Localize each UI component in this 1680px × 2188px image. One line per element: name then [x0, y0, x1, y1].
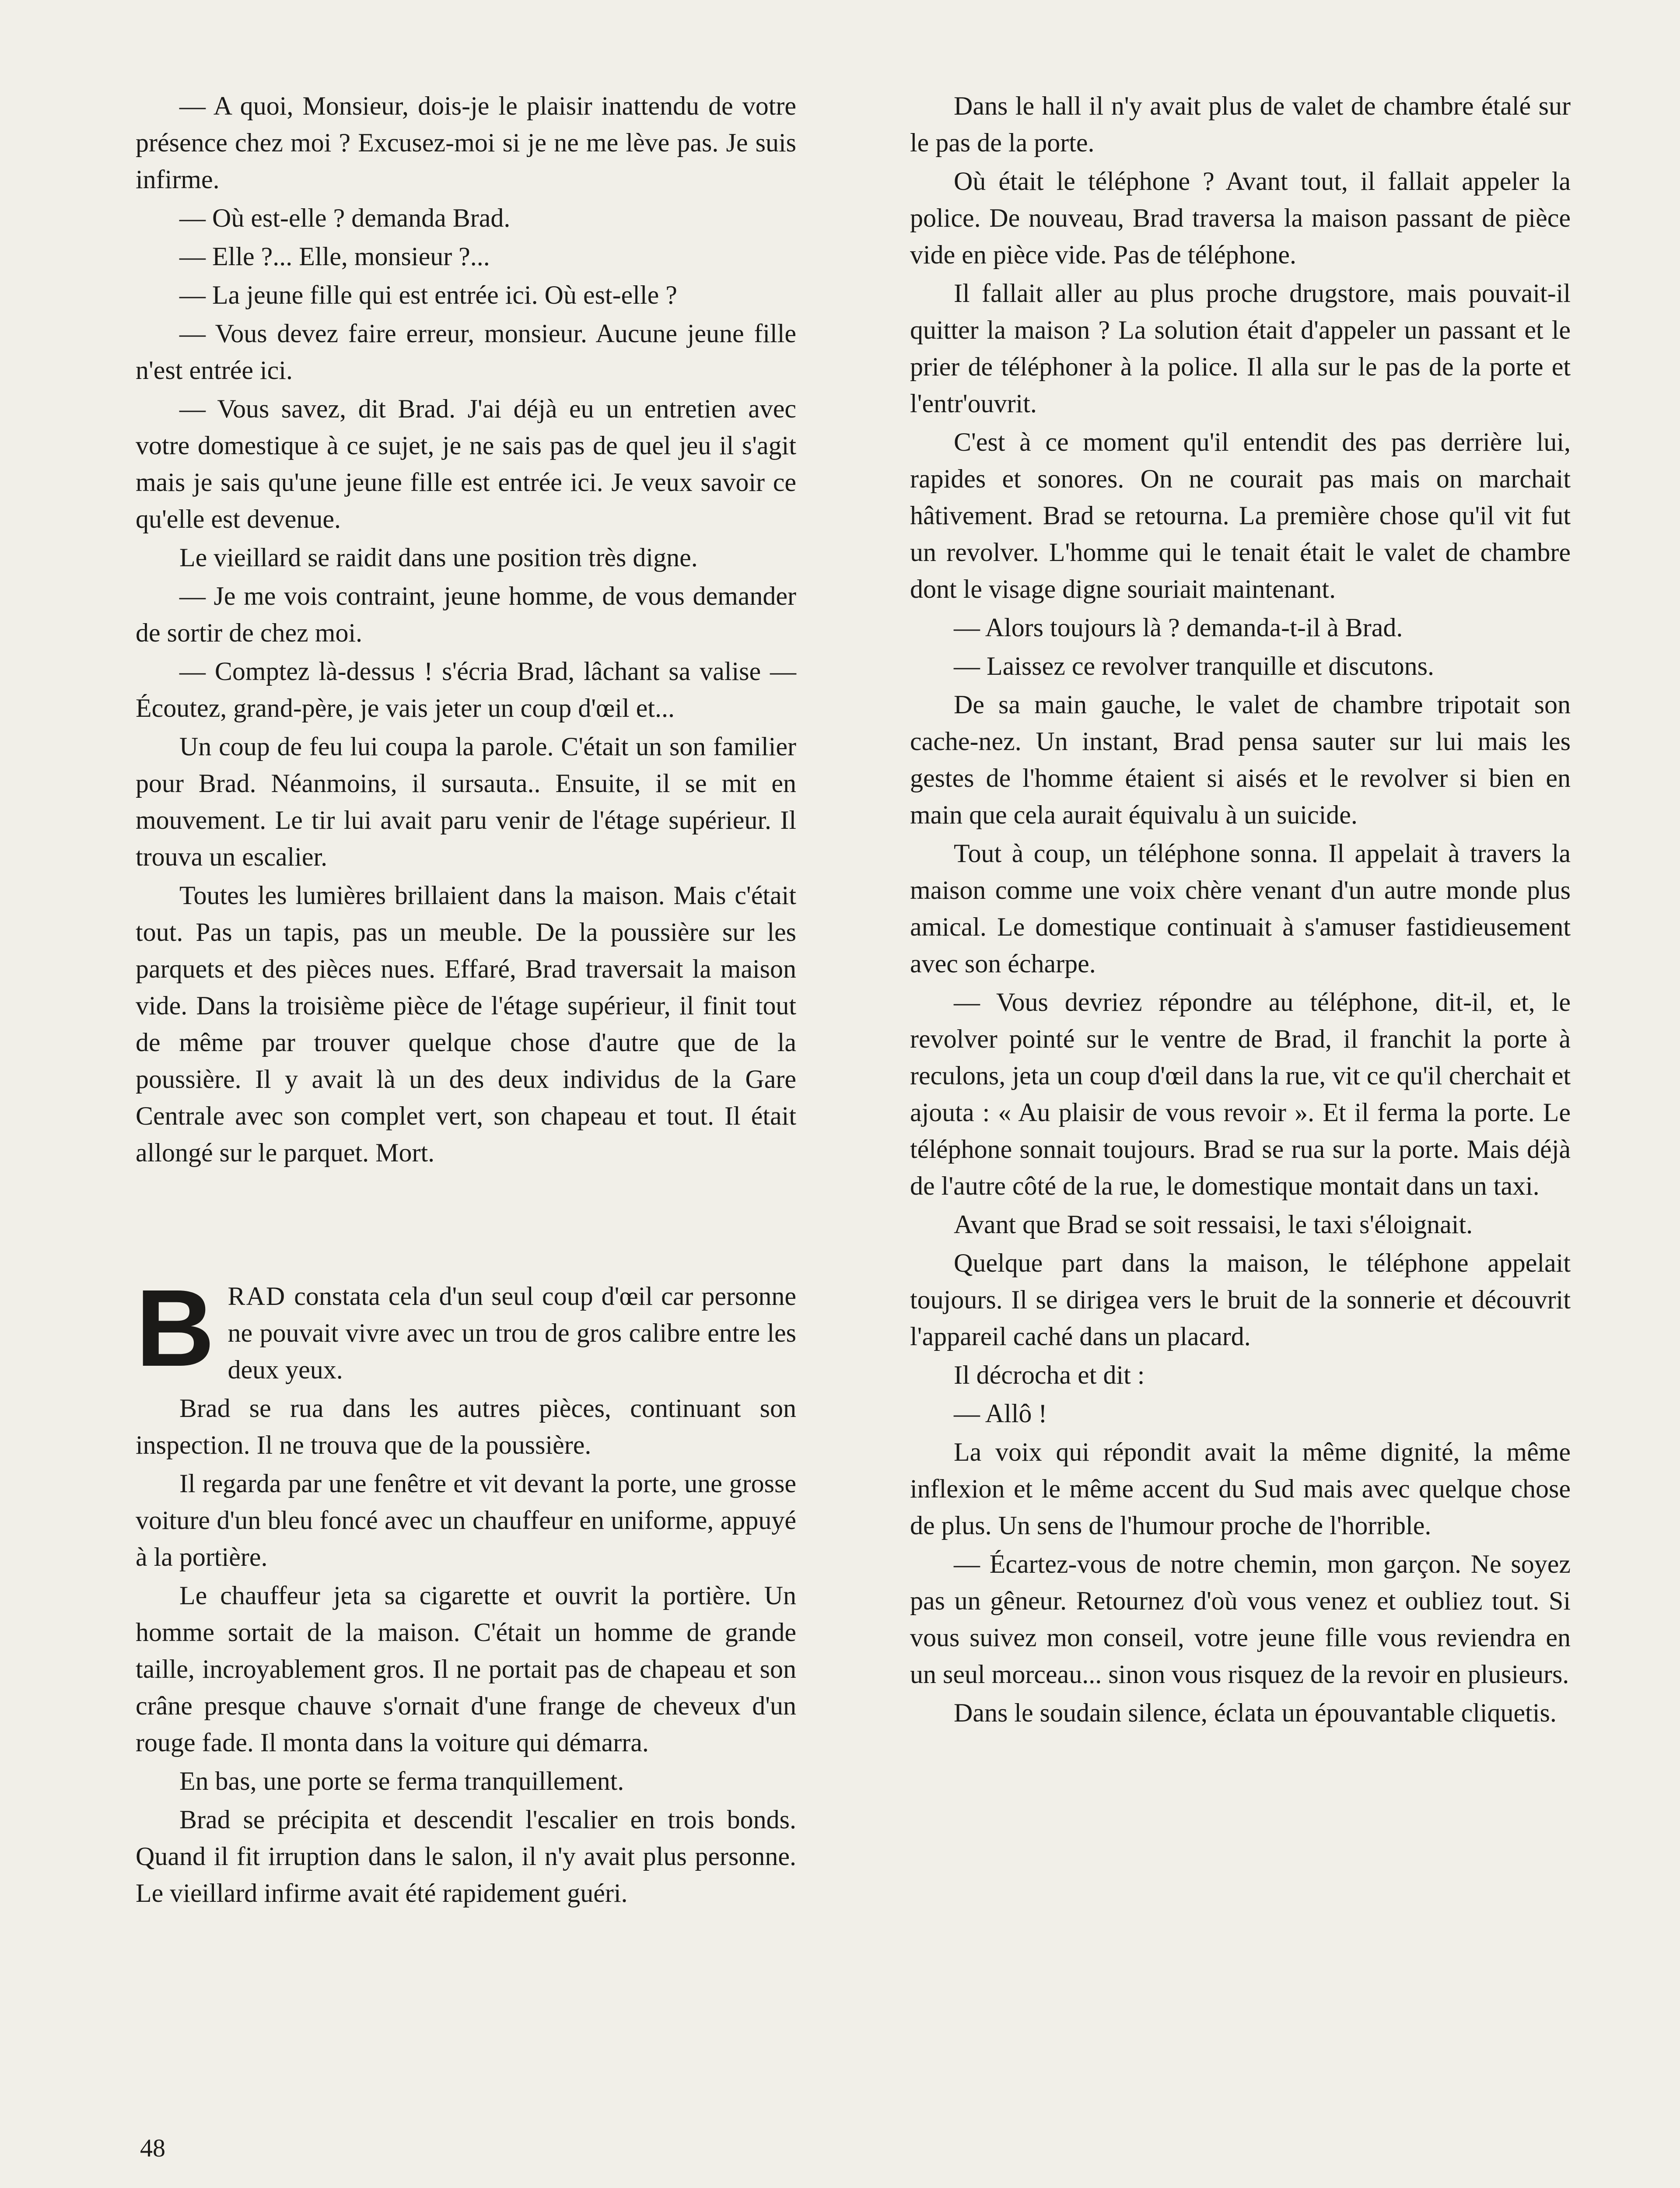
paragraph: — Écartez-vous de notre chemin, mon garçon. Ne soyez pas un gêneur. Retournez d'où vous venez et oubliez tout. Si vous suivez mon conseil, votre jeune fille vous reviendra en un seul morceau... sinon vous risquez de la revoir en plusieurs. — [910, 1550, 1571, 1689]
paragraph: — Laissez ce revolver tranquille et discutons. — [954, 652, 1434, 680]
right-column — [910, 88, 1571, 1733]
paragraph: — Comptez là-dessus ! s'écria Brad, lâchant sa valise — Écoutez, grand-père, je vais jeter un coup d'œil et... — [136, 657, 796, 722]
drop-cap-letter: B — [136, 1267, 215, 1389]
paragraph: — Je me vois contraint, jeune homme, de vous demander de sortir de chez moi. — [136, 582, 796, 647]
paragraph: — Elle ?... Elle, monsieur ?... — [179, 242, 490, 271]
paragraph: — Vous devez faire erreur, monsieur. Aucune jeune fille n'est entrée ici. — [136, 319, 796, 385]
dropcap-paragraph — [136, 1267, 796, 1389]
paragraph: Brad se rua dans les autres pièces, continuant son inspection. Il ne trouva que de la poussière. — [136, 1394, 796, 1459]
paragraph: Où était le téléphone ? Avant tout, il fallait appeler la police. De nouveau, Brad traversa la maison passant de pièce vide en pièce vide. Pas de téléphone. — [910, 167, 1571, 269]
paragraph: — Où est-elle ? demanda Brad. — [179, 203, 511, 232]
paragraph: De sa main gauche, le valet de chambre tripotait son cache-nez. Un instant, Brad pensa sauter sur lui mais les gestes de l'homme étaient si aisés et le revolver si bien en main que cela aurait équivalu à un suicide. — [910, 690, 1571, 829]
paragraph: C'est à ce moment qu'il entendit des pas derrière lui, rapides et sonores. On ne courait pas mais on marchait hâtivement. Brad se retourna. La première chose qu'il vit fut un revolver. L'homme qui le tenait était le valet de chambre dont le visage digne souriait maintenant. — [910, 428, 1571, 603]
paragraph: Tout à coup, un téléphone sonna. Il appelait à travers la maison comme une voix chère venant d'un autre monde plus amical. Le domestique continuait à s'amuser fastidieusement avec son écharpe. — [910, 839, 1571, 978]
paragraph: Dans le hall il n'y avait plus de valet de chambre étalé sur le pas de la porte. — [910, 91, 1571, 157]
section-break — [136, 1173, 796, 1278]
paragraph: Il décrocha et dit : — [954, 1360, 1145, 1389]
paragraph: — Allô ! — [954, 1399, 1047, 1428]
paragraph: Dans le soudain silence, éclata un épouvantable cliquetis. — [954, 1698, 1557, 1727]
paragraph: Un coup de feu lui coupa la parole. C'était un son familier pour Brad. Néanmoins, il sursauta.. Ensuite, il se mit en mouvement. Le tir lui avait paru venir de l'étage supérieur. Il trouva un escalier. — [136, 732, 796, 871]
dropcap-smallcaps: RAD — [228, 1282, 286, 1311]
left-column — [136, 88, 796, 1913]
paragraph: La voix qui répondit avait la même dignité, la même inflexion et le même accent du Sud mais avec quelque chose de plus. Un sens de l'humour proche de l'horrible. — [910, 1438, 1571, 1540]
paragraph: — La jeune fille qui est entrée ici. Où est-elle ? — [179, 281, 677, 309]
paragraph: — A quoi, Monsieur, dois-je le plaisir inattendu de votre présence chez moi ? Excusez-moi si je ne me lève pas. Je suis infirme. — [136, 91, 796, 194]
paragraph: — Alors toujours là ? demanda-t-il à Brad. — [954, 613, 1403, 642]
paragraph: Brad se précipita et descendit l'escalier en trois bonds. Quand il fit irruption dans le salon, il n'y avait plus personne. Le vieillard infirme avait été rapidement guéri. — [136, 1805, 796, 1907]
dropcap-rest: constata cela d'un seul coup d'œil car personne ne pouvait vivre avec un trou de gros calibre entre les deux yeux. — [228, 1282, 796, 1384]
paragraph: Il regarda par une fenêtre et vit devant la porte, une grosse voiture d'un bleu foncé avec un chauffeur en uniforme, appuyé à la portière. — [136, 1469, 796, 1571]
paragraph: Il fallait aller au plus proche drugstore, mais pouvait-il quitter la maison ? La solution était d'appeler un passant et le prier de téléphoner à la police. Il alla sur le pas de la porte et l'entr'ouvrit. — [910, 279, 1571, 418]
paragraph: Quelque part dans la maison, le téléphone appelait toujours. Il se dirigea vers le bruit de la sonnerie et découvrit l'appareil caché dans un placard. — [910, 1248, 1571, 1351]
paragraph: — Vous savez, dit Brad. J'ai déjà eu un entretien avec votre domestique à ce sujet, je ne sais pas de quel jeu il s'agit mais je sais qu'une jeune fille est entrée ici. Je veux savoir ce qu'elle est devenue. — [136, 394, 796, 533]
paragraph: Le vieillard se raidit dans une position très digne. — [179, 543, 698, 572]
page-number: 48 — [140, 2134, 165, 2162]
paragraph: — Vous devriez répondre au téléphone, dit-il, et, le revolver pointé sur le ventre de Brad, il franchit la porte à reculons, jeta un coup d'œil dans la rue, vit ce qu'il cherchait et ajouta : « Au plaisir de vous revoir ». Et il ferma la porte. Le téléphone sonnait toujours. Brad se rua sur la porte. Mais déjà de l'autre côté de la rue, le domestique montait dans un taxi. — [910, 988, 1571, 1200]
paragraph: En bas, une porte se ferma tranquillement. — [179, 1767, 624, 1795]
paragraph: Le chauffeur jeta sa cigarette et ouvrit la portière. Un homme sortait de la maison. C'était un homme de grande taille, incroyablement gros. Il ne portait pas de chapeau et son crâne presque chauve s'ornait d'une frange de cheveux d'un rouge fade. Il monta dans la voiture qui démarra. — [136, 1581, 796, 1757]
paragraph: Toutes les lumières brillaient dans la maison. Mais c'était tout. Pas un tapis, pas un meuble. De la poussière sur les parquets et des pièces nues. Effaré, Brad traversait la maison vide. Dans la troisième pièce de l'étage supérieur, il finit tout de même par trouver quelque chose d'autre que de la poussière. Il y avait là un des deux individus de la Gare Centrale avec son complet vert, son chapeau et tout. Il était allongé sur le parquet. Mort. — [136, 881, 796, 1167]
paragraph: Avant que Brad se soit ressaisi, le taxi s'éloignait. — [954, 1210, 1473, 1239]
